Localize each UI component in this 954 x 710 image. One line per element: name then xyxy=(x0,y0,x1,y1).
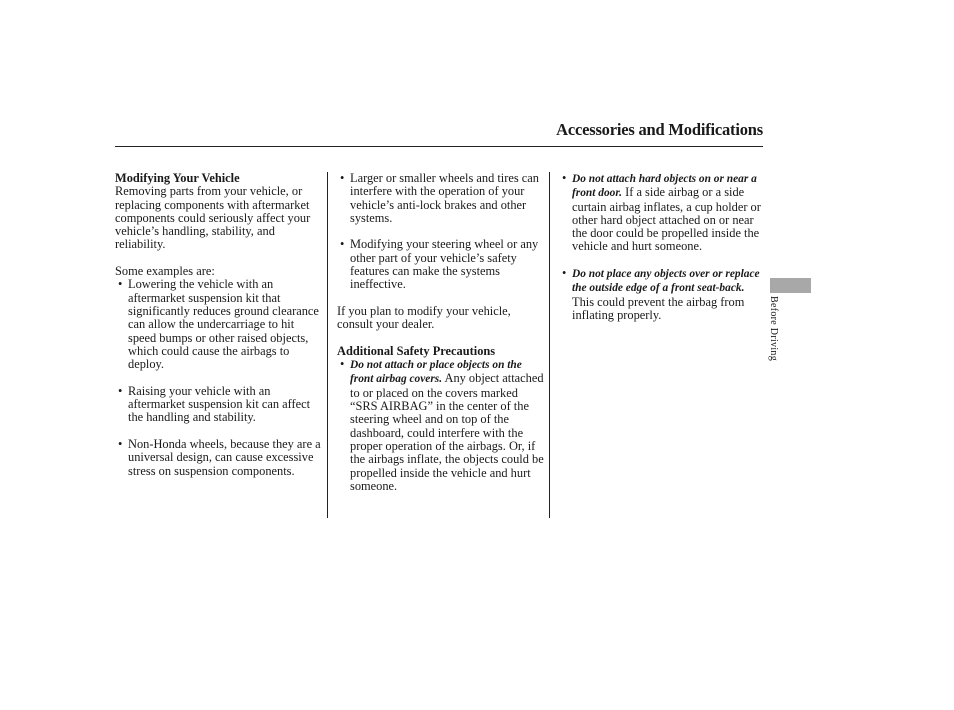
list-item xyxy=(115,438,323,478)
bullet-icon: • xyxy=(340,171,345,185)
list-item xyxy=(559,172,764,254)
bullet-icon: • xyxy=(340,237,345,252)
list-item xyxy=(337,358,547,493)
list-item xyxy=(337,238,547,291)
list-item xyxy=(337,172,547,225)
examples-list xyxy=(115,278,323,477)
column-divider xyxy=(327,172,328,518)
warning-emphasis: Do not attach or place objects on the front airbag covers. xyxy=(350,359,522,386)
bullet-icon: • xyxy=(118,383,123,398)
warning-text: This could prevent the airbag from inflating properly. xyxy=(572,294,745,322)
warning-text: Any object attached to or placed on the covers marked “SRS AIRBAG” in the center of the steering wheel and on top of the dashboard, could interfere with the proper operation of the airbags. Or, if the airbags inflate, the objects could be propelled inside the vehicle and hurt someone. xyxy=(350,371,544,493)
title-divider xyxy=(115,146,763,147)
section-title: Accessories and Modifications xyxy=(556,120,763,139)
precautions-list xyxy=(337,358,547,493)
examples-label: Some examples are: xyxy=(115,264,215,279)
bullet-icon: • xyxy=(118,436,123,451)
bullet-icon: • xyxy=(562,266,567,281)
side-tab-label: Before Driving xyxy=(768,296,779,362)
bullet-icon: • xyxy=(118,277,123,292)
section-tab-marker xyxy=(770,278,811,293)
bullet-icon: • xyxy=(340,357,345,372)
modifications-list xyxy=(337,172,547,292)
list-item xyxy=(115,278,323,371)
column-2 xyxy=(337,172,547,493)
warning-emphasis: Do not attach hard objects on or near a front door. xyxy=(572,173,757,200)
heading-modifying-vehicle: Modifying Your Vehicle xyxy=(115,171,240,185)
intro-paragraph: Removing parts from your vehicle, or replacing components with aftermarket components could seriously affect your vehicle’s handling, stability, and reliability. xyxy=(115,184,311,252)
list-item xyxy=(115,385,323,425)
precautions-list-continued xyxy=(559,172,764,322)
list-item xyxy=(559,267,764,322)
bullet-icon: • xyxy=(562,171,567,185)
list-item-text: Modifying your steering wheel or any other part of your vehicle’s safety features can make the systems ineffective. xyxy=(350,237,539,292)
warning-emphasis: Do not place any objects over or replace the outside edge of a front seat-back. xyxy=(572,268,760,295)
dealer-note: If you plan to modify your vehicle, consult your dealer. xyxy=(337,303,511,332)
list-item-text: Non-Honda wheels, because they are a universal design, can cause excessive stress on suspension components. xyxy=(128,436,321,478)
column-divider xyxy=(549,172,550,518)
list-item-text: Larger or smaller wheels and tires can interfere with the operation of your vehicle’s anti-lock brakes and other systems. xyxy=(350,171,539,225)
column-3 xyxy=(559,172,764,322)
warning-text: If a side airbag or a side curtain airbag inflates, a cup holder or other hard object attached on or near the door could be propelled inside the vehicle and hurt someone. xyxy=(572,185,761,254)
column-1 xyxy=(115,172,323,478)
heading-safety-precautions: Additional Safety Precautions xyxy=(337,343,496,358)
list-item-text: Raising your vehicle with an aftermarket suspension kit can affect the handling and stability. xyxy=(128,383,311,425)
list-item-text: Lowering the vehicle with an aftermarket suspension kit that significantly reduces ground clearance can allow the undercarriage to hit speed bumps or other raised objects, which could cause the airbags to deploy. xyxy=(128,277,319,372)
